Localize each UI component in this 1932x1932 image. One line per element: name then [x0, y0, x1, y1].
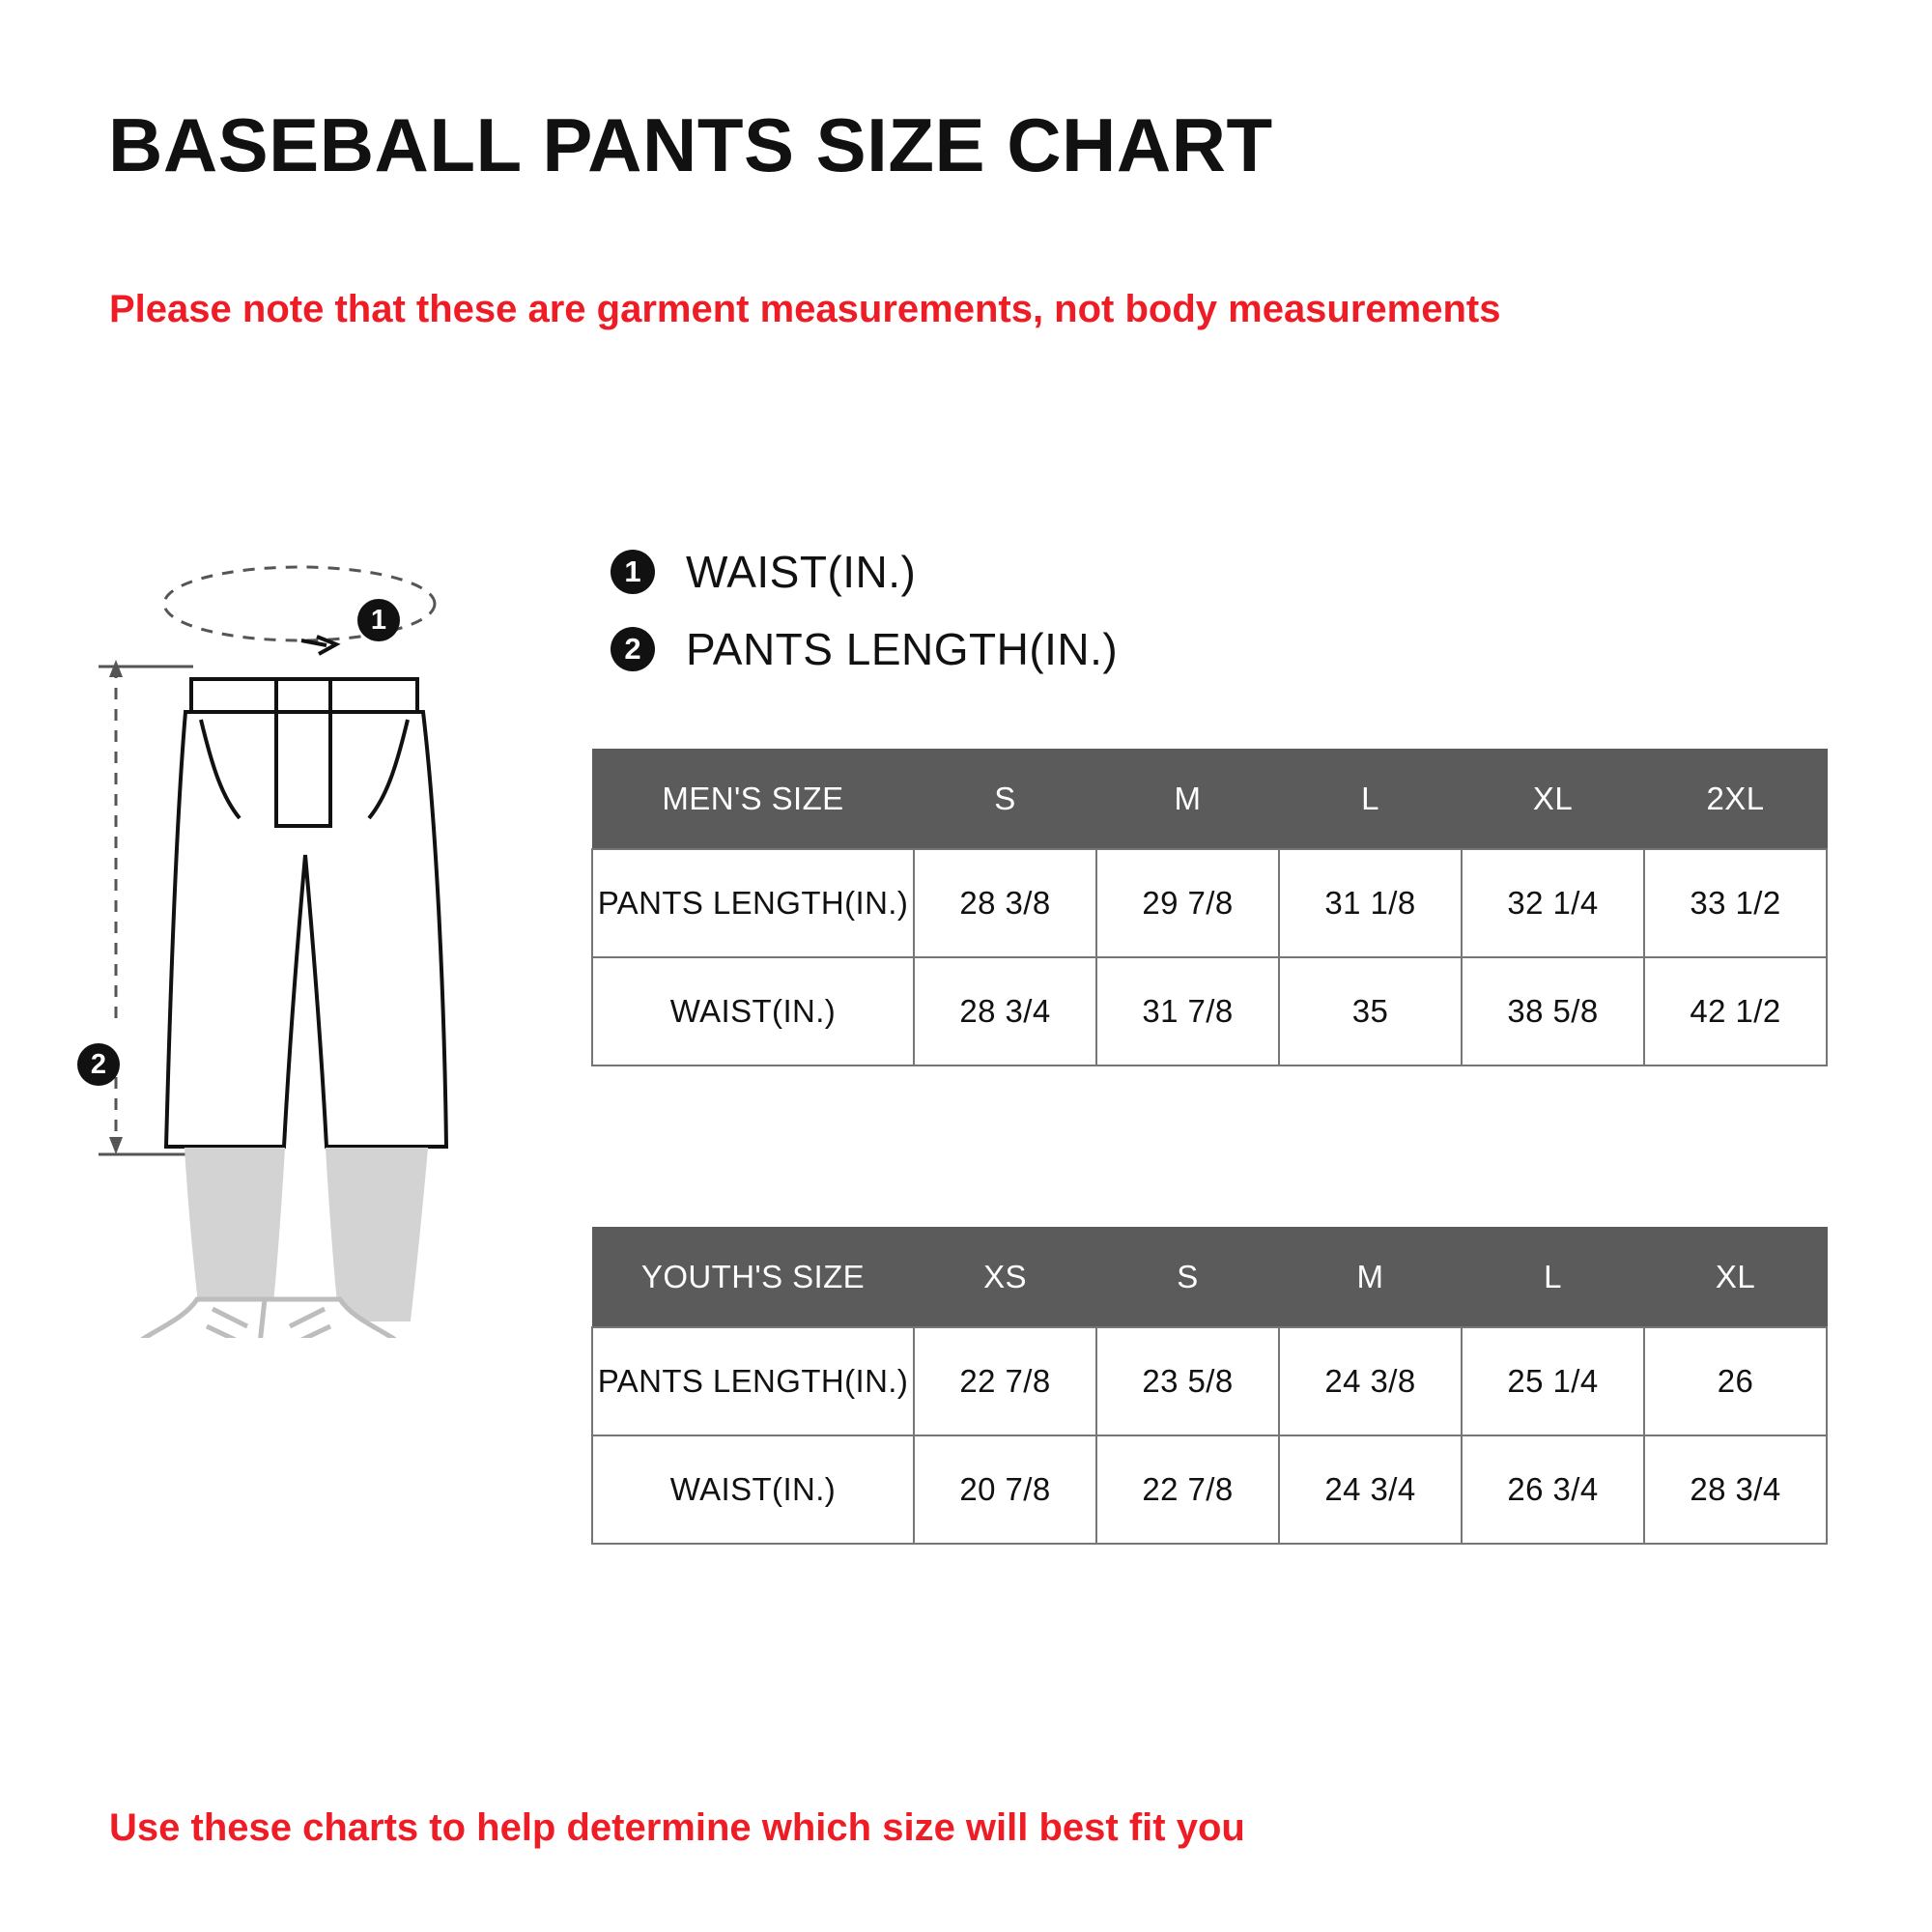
mens-waist-s: 28 3/4: [914, 957, 1096, 1065]
mens-waist-m: 31 7/8: [1096, 957, 1279, 1065]
youths-size-header: YOUTH'S SIZE: [592, 1228, 914, 1328]
youths-row-label-pants-length: PANTS LENGTH(IN.): [592, 1327, 914, 1435]
table-row: [592, 849, 1827, 957]
youths-col-l: L: [1462, 1228, 1644, 1328]
mens-col-xl: XL: [1462, 750, 1644, 850]
mens-col-l: L: [1279, 750, 1462, 850]
mens-waist-xl: 38 5/8: [1462, 957, 1644, 1065]
footer-note: Use these charts to help determine which size will best fit you: [109, 1806, 1245, 1849]
youths-col-xl: XL: [1644, 1228, 1827, 1328]
badge-2-icon: 2: [611, 627, 655, 671]
youths-length-xl: 26: [1644, 1327, 1827, 1435]
youths-length-m: 24 3/8: [1279, 1327, 1462, 1435]
youths-length-l: 25 1/4: [1462, 1327, 1644, 1435]
mens-length-2xl: 33 1/2: [1644, 849, 1827, 957]
legend-label-waist: WAIST(IN.): [686, 547, 917, 597]
mens-waist-l: 35: [1279, 957, 1462, 1065]
measurement-note: Please note that these are garment measurements, not body measurements: [109, 288, 1501, 330]
table-header-row: [592, 750, 1827, 850]
youths-waist-xs: 20 7/8: [914, 1435, 1096, 1544]
pants-illustration: [77, 536, 589, 1338]
mens-col-2xl: 2XL: [1644, 750, 1827, 850]
mens-row-label-pants-length: PANTS LENGTH(IN.): [592, 849, 914, 957]
legend-item-waist: [611, 546, 1118, 598]
marker-waist-icon: 1: [357, 599, 400, 641]
youths-waist-xl: 28 3/4: [1644, 1435, 1827, 1544]
table-row: [592, 957, 1827, 1065]
mens-row-label-waist: WAIST(IN.): [592, 957, 914, 1065]
mens-length-s: 28 3/8: [914, 849, 1096, 957]
table-row: [592, 1435, 1827, 1544]
mens-length-m: 29 7/8: [1096, 849, 1279, 957]
youths-length-s: 23 5/8: [1096, 1327, 1279, 1435]
youths-waist-l: 26 3/4: [1462, 1435, 1644, 1544]
legend-item-pants-length: [611, 623, 1118, 675]
badge-1-icon: 1: [611, 550, 655, 594]
legend-label-pants-length: PANTS LENGTH(IN.): [686, 624, 1119, 674]
youths-row-label-waist: WAIST(IN.): [592, 1435, 914, 1544]
mens-length-xl: 32 1/4: [1462, 849, 1644, 957]
mens-col-m: M: [1096, 750, 1279, 850]
table-header-row: [592, 1228, 1827, 1328]
mens-size-table: [591, 749, 1828, 1066]
mens-waist-2xl: 42 1/2: [1644, 957, 1827, 1065]
youths-waist-m: 24 3/4: [1279, 1435, 1462, 1544]
youths-size-table: [591, 1227, 1828, 1545]
youths-length-xs: 22 7/8: [914, 1327, 1096, 1435]
legend: [611, 546, 1118, 700]
page-title: BASEBALL PANTS SIZE CHART: [108, 102, 1273, 187]
youths-col-m: M: [1279, 1228, 1462, 1328]
mens-col-s: S: [914, 750, 1096, 850]
youths-col-xs: XS: [914, 1228, 1096, 1328]
table-row: [592, 1327, 1827, 1435]
marker-pants-length-icon: 2: [77, 1043, 120, 1086]
youths-waist-s: 22 7/8: [1096, 1435, 1279, 1544]
youths-col-s: S: [1096, 1228, 1279, 1328]
mens-length-l: 31 1/8: [1279, 849, 1462, 957]
mens-size-header: MEN'S SIZE: [592, 750, 914, 850]
